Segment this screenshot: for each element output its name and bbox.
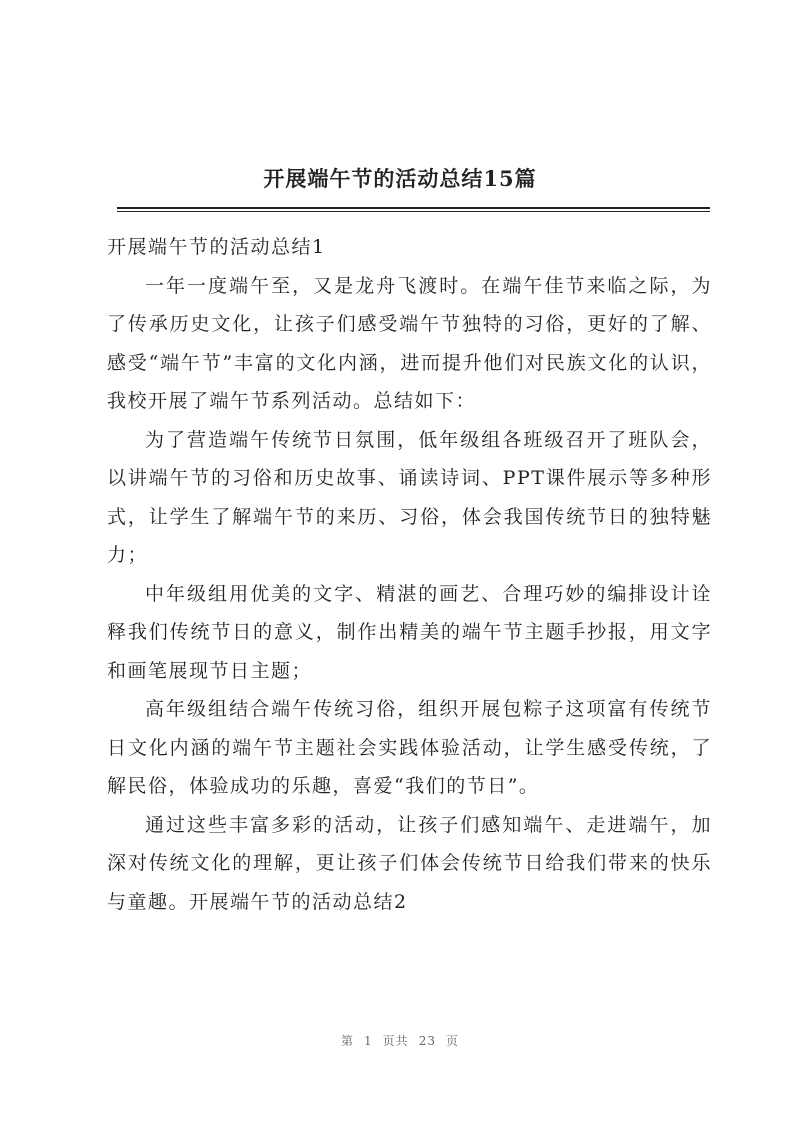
footer-suffix: 页 <box>445 1034 459 1048</box>
footer-total-pages: 23 <box>418 1034 436 1048</box>
footer-prefix: 第 <box>341 1034 355 1048</box>
page-title: 开展端午节的活动总结15篇 <box>263 166 537 191</box>
paragraph-lower-grade: 为了营造端午传统节日氛围，低年级组各班级召开了班队会，以讲端午节的习俗和历史故事、诵读诗词、PPT课件展示等多种形式，让学生了解端午节的来历、习俗，体会我国传统节日的独特魅力； <box>107 428 712 566</box>
page-footer <box>0 1032 800 1049</box>
paragraph-intro: 一年一度端午至，又是龙舟飞渡时。在端午佳节来临之际，为了传承历史文化，让孩子们感受端午节独特的习俗，更好的了解、感受“端午节”丰富的文化内涵，进而提升他们对民族文化的认识，我校开展了端午节系列活动。总结如下： <box>107 274 712 412</box>
title-divider <box>117 207 710 212</box>
paragraph-conclusion: 通过这些丰富多彩的活动，让孩子们感知端午、走进端午，加深对传统文化的理解，更让孩子们体会传统节日给我们带来的快乐与童趣。开展端午节的活动总结2 <box>107 813 712 913</box>
footer-current-page: 1 <box>364 1034 373 1048</box>
footer-middle: 页共 <box>382 1034 409 1048</box>
section-heading: 开展端午节的活动总结1 <box>107 236 326 258</box>
paragraph-middle-grade: 中年级组用优美的文字、精湛的画艺、合理巧妙的编排设计诠释我们传统节日的意义，制作出精美的端午节主题手抄报，用文字和画笔展现节日主题； <box>107 582 712 682</box>
document-body <box>107 228 712 921</box>
paragraph-upper-grade: 高年级组结合端午传统习俗，组织开展包粽子这项富有传统节日文化内涵的端午节主题社会实践体验活动，让学生感受传统，了解民俗，体验成功的乐趣，喜爱“我们的节日”。 <box>107 698 712 797</box>
